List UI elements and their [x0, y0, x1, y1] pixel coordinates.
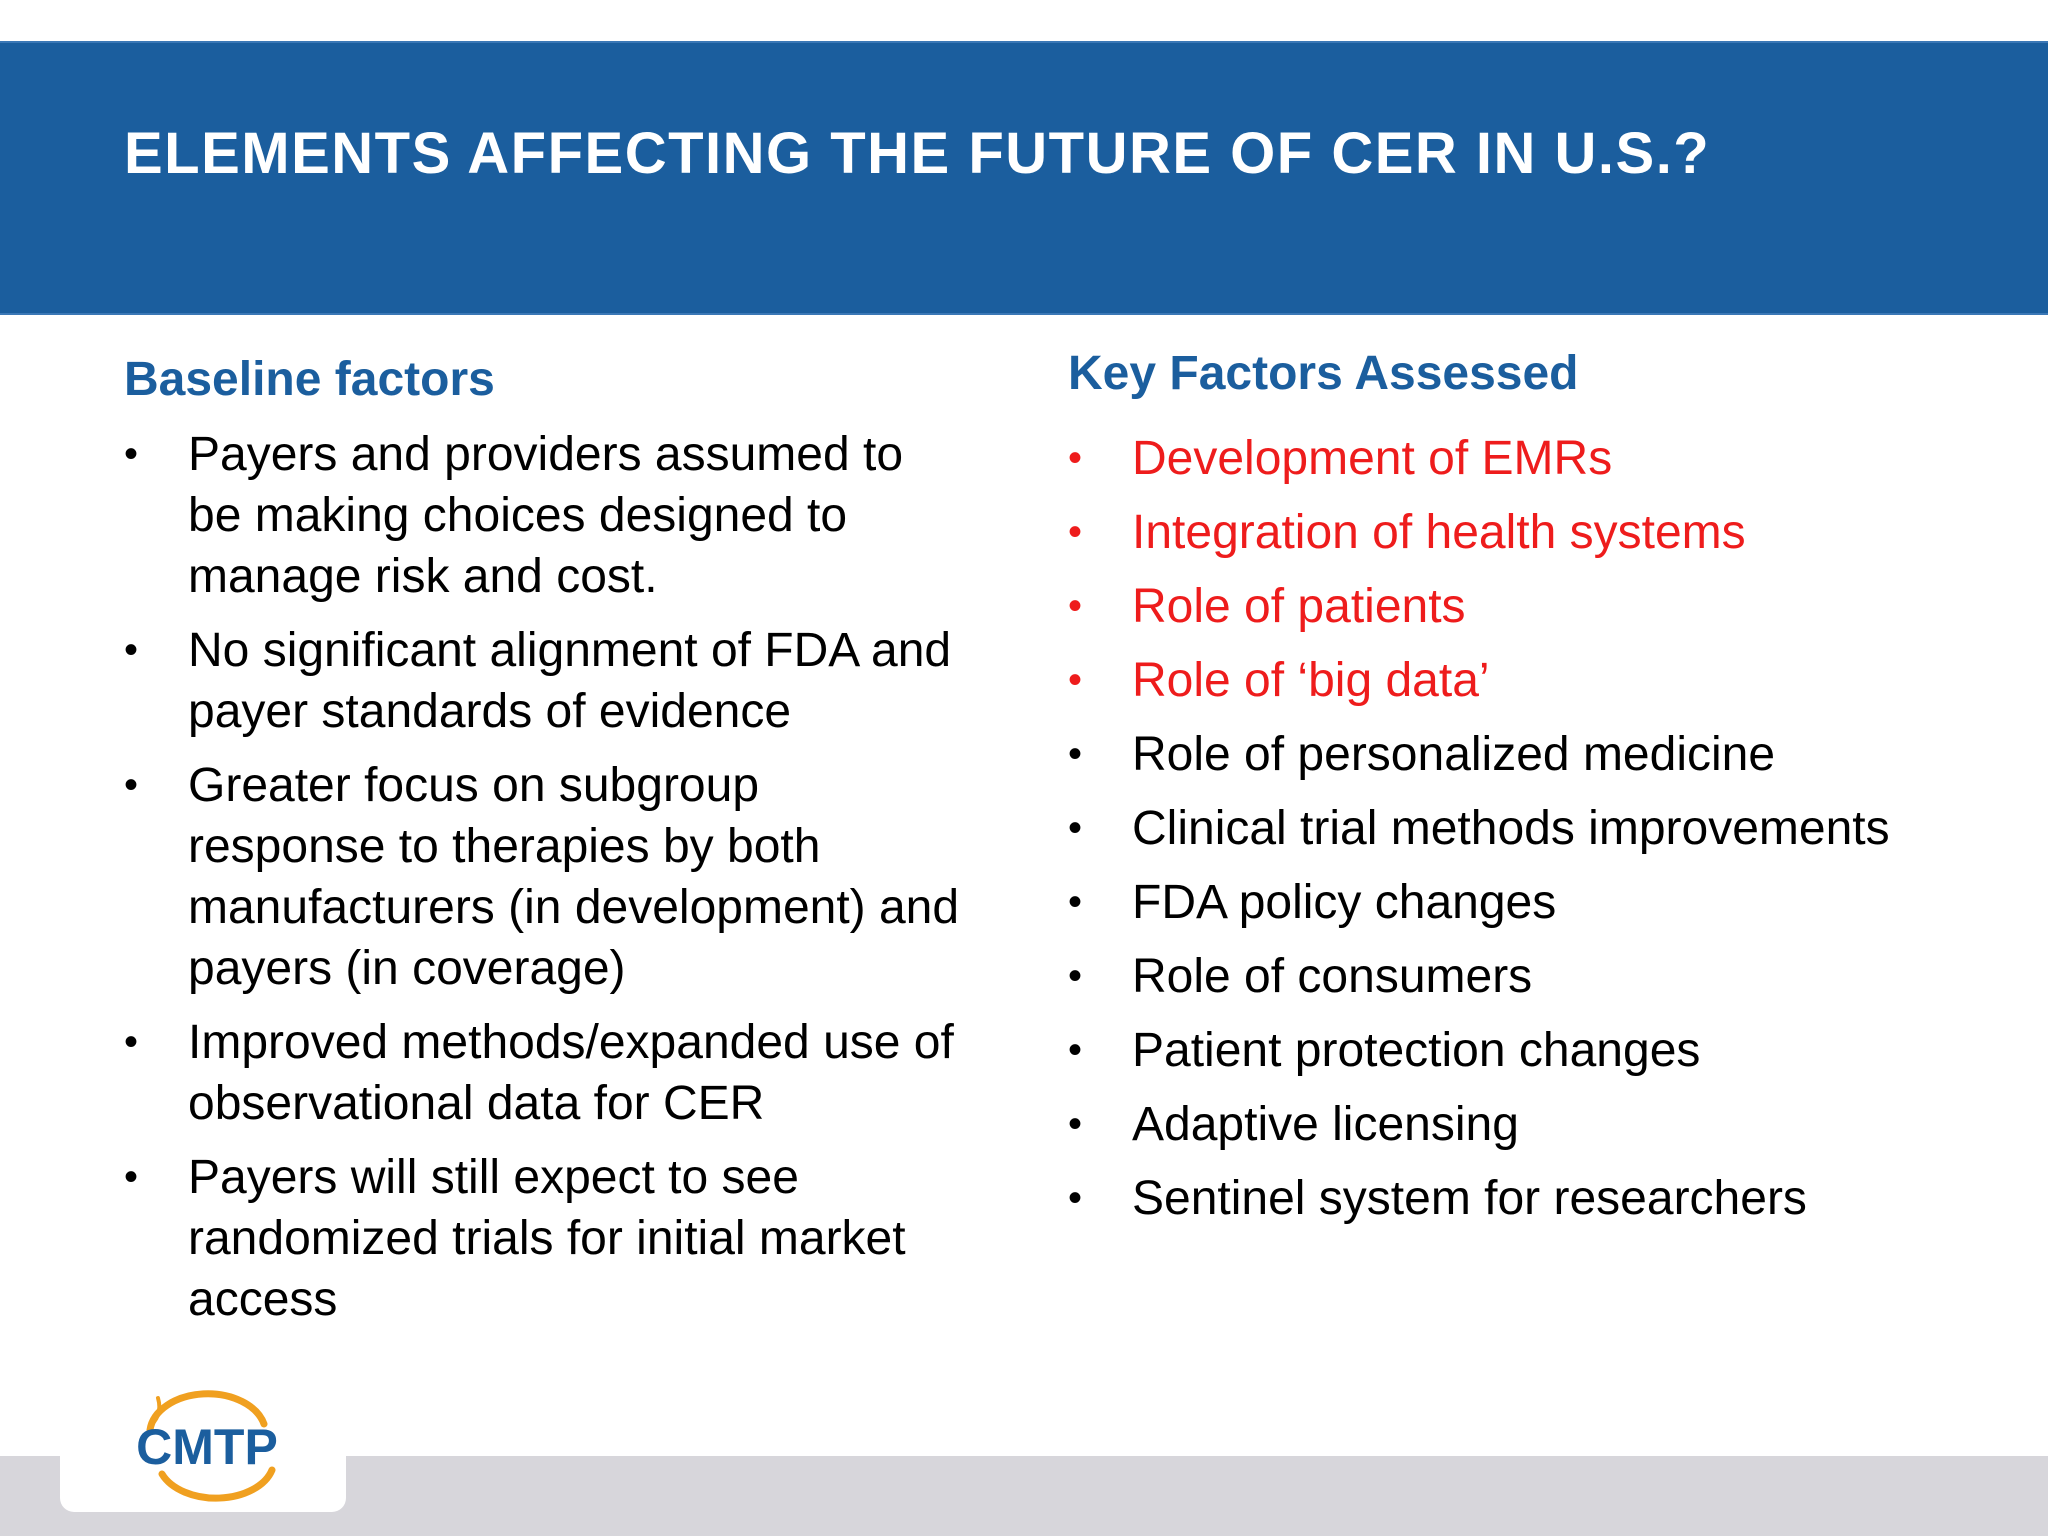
bullet-icon: •	[1068, 732, 1083, 776]
list-item-text: Improved methods/expanded use of observational data for CER	[188, 1016, 954, 1130]
key-factors-heading: Key Factors Assessed	[1068, 347, 1579, 400]
list-item	[124, 620, 964, 742]
list-item-text: Greater focus on subgroup response to therapies by both manufacturers (in development) and payers (in coverage)	[188, 759, 960, 995]
list-item-text: Sentinel system for researchers	[1132, 1172, 1807, 1225]
list-item-text: Clinical trial methods improvements	[1132, 802, 1890, 855]
bullet-icon: •	[1068, 880, 1083, 924]
list-item	[1068, 1020, 1988, 1081]
bullet-icon: •	[1068, 436, 1083, 480]
key-factors-list	[1068, 428, 1988, 1242]
list-item	[1068, 798, 1988, 859]
list-item-text: Development of EMRs	[1132, 432, 1613, 485]
list-item	[1068, 650, 1988, 711]
bullet-icon: •	[1068, 806, 1083, 850]
list-item	[1068, 1168, 1988, 1229]
bullet-icon: •	[1068, 510, 1083, 554]
list-item	[124, 424, 964, 607]
list-item-text: Patient protection changes	[1132, 1024, 1701, 1077]
bullet-icon: •	[124, 628, 139, 672]
list-item	[1068, 946, 1988, 1007]
list-item	[1068, 1094, 1988, 1155]
logo-text: CMTP	[136, 1419, 278, 1475]
bullet-icon: •	[124, 432, 139, 476]
list-item-text: Role of consumers	[1132, 950, 1533, 1003]
list-item	[124, 1147, 964, 1330]
list-item	[1068, 576, 1988, 637]
list-item-text: FDA policy changes	[1132, 876, 1557, 929]
list-item	[1068, 872, 1988, 933]
list-item	[1068, 428, 1988, 489]
bullet-icon: •	[124, 763, 139, 807]
list-item-text: Integration of health systems	[1132, 506, 1746, 559]
list-item-text: Role of patients	[1132, 580, 1466, 633]
bullet-icon: •	[1068, 1102, 1083, 1146]
list-item-text: No significant alignment of FDA and payer standards of evidence	[188, 624, 952, 738]
list-item-text: Adaptive licensing	[1132, 1098, 1519, 1151]
list-item-text: Role of ‘big data’	[1132, 654, 1490, 707]
list-item-text: Payers and providers assumed to be making choices designed to manage risk and cost.	[188, 428, 904, 603]
list-item-text: Payers will still expect to see randomized trials for initial market access	[188, 1151, 906, 1326]
bullet-icon: •	[1068, 658, 1083, 702]
baseline-factors-list	[124, 424, 964, 1343]
bullet-icon: •	[1068, 1176, 1083, 1220]
bullet-icon: •	[1068, 584, 1083, 628]
cmtp-logo	[122, 1390, 292, 1506]
list-item	[1068, 724, 1988, 785]
bullet-icon: •	[1068, 1028, 1083, 1072]
baseline-factors-heading: Baseline factors	[124, 353, 495, 406]
slide-title: ELEMENTS AFFECTING THE FUTURE OF CER IN U.S.?	[124, 121, 1711, 186]
list-item	[124, 755, 964, 999]
list-item-text: Role of personalized medicine	[1132, 728, 1776, 781]
bullet-icon: •	[124, 1155, 139, 1199]
list-item	[124, 1012, 964, 1134]
bullet-icon: •	[1068, 954, 1083, 998]
list-item	[1068, 502, 1988, 563]
bullet-icon: •	[124, 1020, 139, 1064]
